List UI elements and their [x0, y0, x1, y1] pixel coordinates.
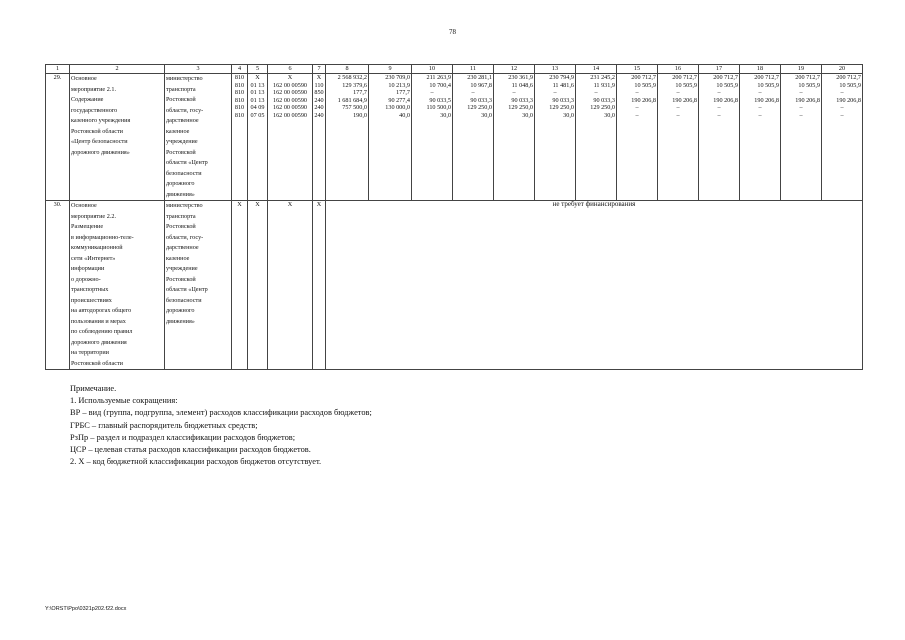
- sub-row-value: 90 277,4: [388, 96, 410, 104]
- header-cell: 17: [699, 65, 740, 74]
- text-line: «Центр безопасности: [71, 138, 128, 145]
- col-year: [781, 74, 822, 201]
- header-cell: 11: [453, 65, 494, 74]
- code-x: Х: [268, 201, 313, 370]
- sub-row-value: 190 206,8: [754, 96, 779, 104]
- code-x: Х: [313, 201, 326, 370]
- no-funding-note: не требует финансирования: [326, 201, 863, 370]
- text-line: дарственное: [166, 117, 199, 124]
- col-year: [369, 74, 412, 201]
- sub-row-value: 30,0: [481, 112, 492, 120]
- text-line: области «Центр: [166, 286, 208, 293]
- sub-row-value: 200 712,7: [836, 74, 861, 82]
- sub-row-value: 129 250,0: [549, 104, 574, 112]
- sub-row-value: 200 712,7: [631, 74, 656, 82]
- col-rzpr-codes: [248, 74, 268, 201]
- sub-row-value: 10 505,9: [798, 81, 820, 89]
- sub-row-value: 810: [234, 104, 245, 112]
- text-line: Ростовской: [166, 96, 196, 103]
- col-year: [576, 74, 617, 201]
- sub-row-value: 240: [314, 112, 324, 120]
- sub-row-value: 757 500,0: [342, 104, 367, 112]
- header-cell: 12: [494, 65, 535, 74]
- sub-row-value: 162 00 00590: [272, 112, 308, 120]
- text-line: Содержание: [71, 96, 104, 103]
- row-number: 30.: [46, 201, 70, 370]
- sub-row-value: –: [676, 112, 680, 120]
- note-line: ЦСР – целевая статья расходов классификации расходов бюджетов.: [70, 445, 311, 455]
- sub-row-value: 190 206,8: [836, 96, 861, 104]
- sub-row-value: 11 481,6: [552, 81, 574, 89]
- sub-row-value: 162 00 00590: [272, 104, 308, 112]
- header-cell: 4: [232, 65, 248, 74]
- header-cell: 8: [326, 65, 369, 74]
- sub-row-value: 01 13: [250, 89, 265, 97]
- text-line: дорожного: [166, 180, 195, 187]
- text-line: мероприятие 2.1.: [71, 85, 117, 93]
- text-line: о дорожно-: [71, 275, 101, 283]
- sub-row-value: –: [717, 112, 721, 120]
- sub-row-value: 200 712,7: [754, 74, 779, 82]
- sub-row-value: –: [635, 104, 639, 112]
- sub-row-value: 190,0: [353, 112, 367, 120]
- sub-row-value: –: [758, 112, 762, 120]
- text-line: транспорта: [166, 212, 196, 220]
- sub-row-value: 10 700,4: [429, 81, 451, 89]
- sub-row-value: 190 206,8: [672, 96, 697, 104]
- text-line: Ростовской: [166, 223, 196, 230]
- text-line: Ростовской: [166, 275, 196, 283]
- header-cell: 1: [46, 65, 70, 74]
- header-cell: 20: [822, 65, 863, 74]
- sub-row-value: Х: [287, 74, 293, 82]
- text-line: дарственное: [166, 244, 199, 251]
- sub-row-value: 40,0: [399, 112, 410, 120]
- text-line: движения»: [166, 317, 195, 325]
- sub-row-value: –: [717, 89, 721, 97]
- text-line: безопасности: [166, 169, 202, 177]
- sub-row-value: 810: [234, 96, 245, 104]
- grbs-cell: [165, 201, 232, 370]
- text-line: государственного: [71, 106, 118, 114]
- sub-row-value: 90 033,3: [511, 96, 533, 104]
- text-line: казенное: [166, 254, 190, 262]
- text-line: министерство: [166, 75, 203, 82]
- text-line: мероприятие 2.2.: [71, 212, 117, 220]
- notes-section: [70, 383, 372, 468]
- sub-row-value: 177,7: [353, 89, 367, 97]
- sub-row-value: 810: [234, 74, 245, 82]
- col-year: [658, 74, 699, 201]
- col-total: [326, 74, 369, 201]
- sub-row-value: 850: [314, 89, 324, 97]
- event-name-cell: [70, 201, 165, 370]
- sub-row-value: 2 568 932,2: [337, 74, 367, 82]
- text-line: Основное: [71, 202, 97, 209]
- text-line: движения»: [166, 190, 195, 198]
- sub-row-value: 10 505,9: [839, 81, 861, 89]
- sub-row-value: 200 712,7: [795, 74, 820, 82]
- sub-row-value: –: [758, 104, 762, 112]
- sub-row-value: 1 681 684,9: [337, 96, 367, 104]
- sub-row-value: 11 048,6: [511, 81, 533, 89]
- text-line: пользования и мерах: [71, 317, 126, 325]
- header-cell: 10: [412, 65, 453, 74]
- sub-row-value: 10 505,9: [757, 81, 779, 89]
- text-line: безопасности: [166, 296, 202, 304]
- text-line: учреждение: [166, 265, 198, 272]
- text-line: Ростовской области: [71, 359, 123, 367]
- note-line: ВР – вид (группа, подгруппа, элемент) расходов классификации расходов бюджетов;: [70, 408, 372, 418]
- text-line: дорожного движения»: [71, 148, 130, 156]
- sub-row-value: 162 00 00590: [272, 96, 308, 104]
- sub-row-value: –: [635, 112, 639, 120]
- sub-row-value: 190 206,8: [713, 96, 738, 104]
- col-year: [494, 74, 535, 201]
- text-line: дорожного движения: [71, 338, 127, 346]
- header-cell: 15: [617, 65, 658, 74]
- text-line: дорожного: [166, 307, 195, 314]
- sub-row-value: 10 505,9: [716, 81, 738, 89]
- header-cell: 2: [70, 65, 165, 74]
- sub-row-value: 10 967,8: [470, 81, 492, 89]
- sub-row-value: 230 361,9: [508, 74, 533, 82]
- text-line: министерство: [166, 202, 203, 209]
- sub-row-value: 129 250,0: [508, 104, 533, 112]
- sub-row-value: 810: [234, 89, 245, 97]
- grbs-cell: [165, 74, 232, 201]
- sub-row-value: –: [676, 104, 680, 112]
- sub-row-value: 110: [314, 81, 324, 89]
- sub-row-value: –: [471, 89, 475, 97]
- sub-row-value: –: [594, 89, 598, 97]
- sub-row-value: 90 033,3: [470, 96, 492, 104]
- col-year: [535, 74, 576, 201]
- col-csr-codes: [268, 74, 313, 201]
- col-vr-codes: [313, 74, 326, 201]
- col-year: [617, 74, 658, 201]
- sub-row-value: 200 712,7: [672, 74, 697, 82]
- sub-row-value: Х: [316, 74, 322, 82]
- header-cell: 6: [268, 65, 313, 74]
- sub-row-value: 10 213,9: [388, 81, 410, 89]
- note-line: 2. Х – код бюджетной классификации расходов бюджетов отсутствует.: [70, 457, 322, 467]
- text-line: транспортных: [71, 286, 109, 293]
- sub-row-value: –: [635, 89, 639, 97]
- sub-row-value: 240: [314, 104, 324, 112]
- header-cell: 5: [248, 65, 268, 74]
- header-cell: 18: [740, 65, 781, 74]
- code-x: Х: [232, 201, 248, 370]
- sub-row-value: 230 709,0: [385, 74, 410, 82]
- text-line: коммуникационной: [71, 244, 123, 251]
- text-line: области «Центр: [166, 159, 208, 166]
- sub-row-value: –: [512, 89, 516, 97]
- header-cell: 14: [576, 65, 617, 74]
- sub-row-value: 90 033,5: [429, 96, 451, 104]
- text-line: казенного учреждения: [71, 117, 131, 124]
- sub-row-value: 130 000,0: [385, 104, 410, 112]
- sub-row-value: 110 500,0: [426, 104, 451, 112]
- sub-row-value: 30,0: [522, 112, 533, 120]
- sub-row-value: 90 033,3: [593, 96, 615, 104]
- sub-row-value: –: [799, 104, 803, 112]
- sub-row-value: –: [758, 89, 762, 97]
- sub-row-value: 129 250,0: [590, 104, 615, 112]
- text-line: информации: [71, 265, 105, 272]
- sub-row-value: 30,0: [563, 112, 574, 120]
- budget-table: [45, 64, 863, 370]
- sub-row-value: 129 379,6: [342, 81, 367, 89]
- header-cell: 9: [369, 65, 412, 74]
- text-line: казенное: [166, 127, 190, 135]
- note-line: Примечание.: [70, 384, 117, 393]
- code-x: Х: [248, 201, 268, 370]
- table-row-29: [46, 74, 863, 201]
- sub-row-value: 190 206,8: [795, 96, 820, 104]
- sub-row-value: 231 245,2: [590, 74, 615, 82]
- header-cell: 13: [535, 65, 576, 74]
- sub-row-value: 11 931,9: [593, 81, 615, 89]
- text-line: Размещение: [71, 223, 104, 230]
- sub-row-value: 230 794,9: [549, 74, 574, 82]
- sub-row-value: 230 281,1: [467, 74, 492, 82]
- event-name-cell: [70, 74, 165, 201]
- col-year: [412, 74, 453, 201]
- sub-row-value: 01 13: [250, 96, 265, 104]
- sub-row-value: 240: [314, 96, 324, 104]
- sub-row-value: –: [840, 89, 844, 97]
- sub-row-value: 162 00 00590: [272, 81, 308, 89]
- text-line: области, госу-: [166, 233, 204, 241]
- sub-row-value: 30,0: [440, 112, 451, 120]
- sub-row-value: –: [840, 104, 844, 112]
- sub-row-value: –: [840, 112, 844, 120]
- header-row: [46, 65, 863, 74]
- sub-row-value: –: [717, 104, 721, 112]
- text-line: транспорта: [166, 85, 196, 93]
- sub-row-value: Х: [255, 74, 260, 82]
- sub-row-value: 30,0: [604, 112, 615, 120]
- row-number: 29.: [46, 74, 70, 201]
- text-line: Ростовской области: [71, 127, 123, 135]
- note-line: 1. Используемые сокращения:: [70, 396, 178, 406]
- note-line: РзПр – раздел и подраздел классификации расходов бюджетов;: [70, 432, 296, 442]
- sub-row-value: –: [799, 112, 803, 120]
- sub-row-value: 211 263,9: [426, 74, 451, 82]
- text-line: Основное: [71, 75, 97, 82]
- sub-row-value: 10 505,9: [634, 81, 656, 89]
- sub-row-value: 810: [234, 112, 245, 120]
- text-line: в информационно-теле-: [71, 233, 134, 241]
- header-cell: 7: [313, 65, 326, 74]
- header-cell: 16: [658, 65, 699, 74]
- text-line: области, госу-: [166, 106, 204, 114]
- note-line: ГРБС – главный распорядитель бюджетных средств;: [70, 420, 258, 430]
- text-line: учреждение: [166, 138, 198, 145]
- col-year: [453, 74, 494, 201]
- sub-row-value: 162 00 00590: [272, 89, 308, 97]
- col-year: [822, 74, 863, 201]
- text-line: на территории: [71, 349, 109, 356]
- sub-row-value: –: [799, 89, 803, 97]
- sub-row-value: 90 033,3: [552, 96, 574, 104]
- sub-row-value: 01 13: [250, 81, 265, 89]
- text-line: на автодорогах общего: [71, 307, 132, 314]
- text-line: сети «Интернет»: [71, 254, 116, 262]
- col-year: [740, 74, 781, 201]
- col-year: [699, 74, 740, 201]
- sub-row-value: –: [676, 89, 680, 97]
- sub-row-value: 190 206,8: [631, 96, 656, 104]
- header-cell: 19: [781, 65, 822, 74]
- sub-row-value: –: [430, 89, 434, 97]
- sub-row-value: 200 712,7: [713, 74, 738, 82]
- footer-file-path: Y:\ORST\Ppo\0321p202.f22.docx: [45, 606, 127, 612]
- header-cell: 3: [165, 65, 232, 74]
- col-grbs-codes: [232, 74, 248, 201]
- sub-row-value: 129 250,0: [467, 104, 492, 112]
- text-line: по соблюдению правил: [71, 328, 133, 335]
- page-number: 78: [449, 28, 456, 36]
- sub-row-value: 177,7: [396, 89, 410, 97]
- sub-row-value: 810: [234, 81, 245, 89]
- sub-row-value: 10 505,9: [675, 81, 697, 89]
- sub-row-value: –: [553, 89, 557, 97]
- sub-row-value: 04 09: [250, 104, 265, 112]
- text-line: происшествиях: [71, 296, 112, 304]
- table-row-30: [46, 201, 863, 370]
- sub-row-value: 07 05: [250, 112, 265, 120]
- text-line: Ростовской: [166, 148, 196, 156]
